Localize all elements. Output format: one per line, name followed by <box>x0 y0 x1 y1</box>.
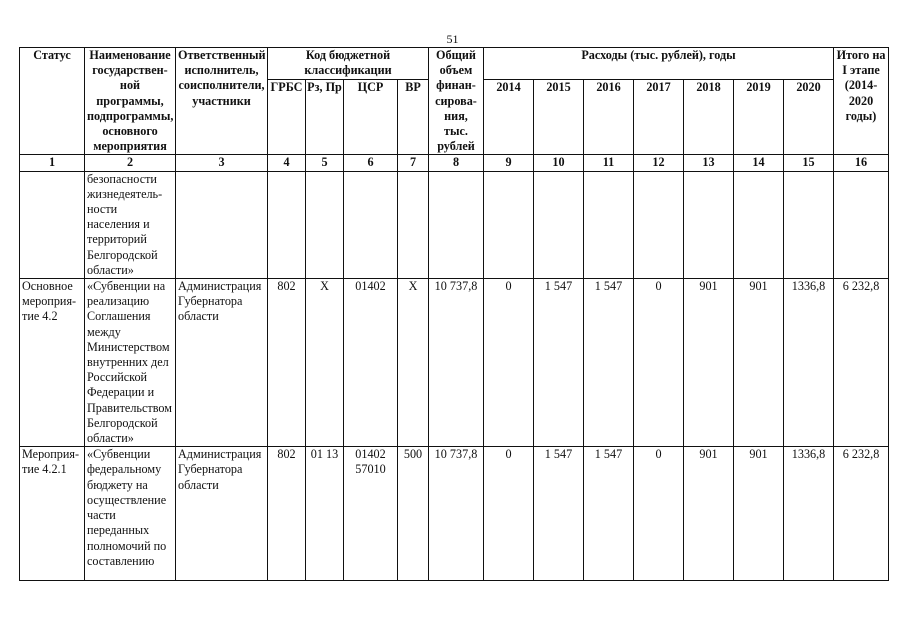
column-number: 4 <box>268 155 306 171</box>
cell-vr: 500 <box>398 447 429 581</box>
header-budget-code: Код бюджетной классификации <box>268 48 429 80</box>
column-number: 7 <box>398 155 429 171</box>
cell-name: безопасности жизнедеятель-ности населения и территорий Белгородской области» <box>85 171 176 278</box>
cell-2016: 1 547 <box>584 447 634 581</box>
cell-name: «Субвенции на реализацию Соглашения между Министерством внутренних дел Российской Федерации и Правительством Белгородской области» <box>85 279 176 447</box>
cell-total: 10 737,8 <box>429 279 484 447</box>
header-csr: ЦСР <box>344 79 398 155</box>
column-number: 12 <box>634 155 684 171</box>
table-row <box>20 279 889 447</box>
cell-name: «Субвенции федеральному бюджету на осуществление части переданных полномочий по составлению <box>85 447 176 581</box>
table-row <box>20 171 889 278</box>
cell-rz-pr: Х <box>306 279 344 447</box>
cell-status: Мероприя-тие 4.2.1 <box>20 447 85 581</box>
cell-csr: 01402 57010 <box>344 447 398 581</box>
header-year: 2017 <box>634 79 684 155</box>
cell-2015: 1 547 <box>534 447 584 581</box>
column-number: 13 <box>684 155 734 171</box>
column-number: 5 <box>306 155 344 171</box>
cell-status: Основное мероприя-тие 4.2 <box>20 279 85 447</box>
column-number: 9 <box>484 155 534 171</box>
cell-stage-total: 6 232,8 <box>834 447 889 581</box>
cell-2020: 1336,8 <box>784 447 834 581</box>
column-number: 11 <box>584 155 634 171</box>
cell-responsible: Администрация Губернатора области <box>176 279 268 447</box>
column-number: 2 <box>85 155 176 171</box>
cell-2015 <box>534 171 584 278</box>
cell-rz-pr: 01 13 <box>306 447 344 581</box>
cell-grbs: 802 <box>268 447 306 581</box>
header-expenses: Расходы (тыс. рублей), годы <box>484 48 834 80</box>
header-name: Наименование государствен-ной программы, подпрограммы, основного мероприятия <box>85 48 176 155</box>
cell-status <box>20 171 85 278</box>
cell-responsible <box>176 171 268 278</box>
cell-2019: 901 <box>734 279 784 447</box>
cell-2017: 0 <box>634 447 684 581</box>
header-year: 2014 <box>484 79 534 155</box>
header-responsible: Ответственный исполнитель, соисполнители, участники <box>176 48 268 155</box>
cell-2018: 901 <box>684 447 734 581</box>
column-number: 14 <box>734 155 784 171</box>
cell-rz-pr <box>306 171 344 278</box>
cell-2018 <box>684 171 734 278</box>
cell-2016: 1 547 <box>584 279 634 447</box>
header-status: Статус <box>20 48 85 155</box>
cell-2017 <box>634 171 684 278</box>
header-total-funding: Общий объем финан-сирова-ния, тыс. рублей <box>429 48 484 155</box>
cell-2020 <box>784 171 834 278</box>
page-number: 51 <box>446 32 459 46</box>
cell-2014: 0 <box>484 279 534 447</box>
header-year: 2015 <box>534 79 584 155</box>
cell-total: 10 737,8 <box>429 447 484 581</box>
cell-responsible: Администрация Губернатора области <box>176 447 268 581</box>
cell-2019 <box>734 171 784 278</box>
cell-2017: 0 <box>634 279 684 447</box>
header-year: 2020 <box>784 79 834 155</box>
cell-stage-total <box>834 171 889 278</box>
cell-2018: 901 <box>684 279 734 447</box>
header-stage-total: Итого на I этапе (2014-2020 годы) <box>834 48 889 155</box>
column-number: 3 <box>176 155 268 171</box>
header-vr: ВР <box>398 79 429 155</box>
cell-2016 <box>584 171 634 278</box>
column-number: 1 <box>20 155 85 171</box>
column-number-row <box>20 155 889 171</box>
header-grbs: ГРБС <box>268 79 306 155</box>
header-rz-pr: Рз, Пр <box>306 79 344 155</box>
header-year: 2018 <box>684 79 734 155</box>
column-number: 16 <box>834 155 889 171</box>
cell-2015: 1 547 <box>534 279 584 447</box>
cell-2014: 0 <box>484 447 534 581</box>
column-number: 6 <box>344 155 398 171</box>
cell-2014 <box>484 171 534 278</box>
cell-total <box>429 171 484 278</box>
cell-csr <box>344 171 398 278</box>
budget-table <box>19 47 889 581</box>
table-row <box>20 447 889 581</box>
cell-vr <box>398 171 429 278</box>
column-number: 10 <box>534 155 584 171</box>
column-number: 8 <box>429 155 484 171</box>
cell-vr: Х <box>398 279 429 447</box>
cell-2019: 901 <box>734 447 784 581</box>
cell-csr: 01402 <box>344 279 398 447</box>
header-year: 2016 <box>584 79 634 155</box>
cell-grbs: 802 <box>268 279 306 447</box>
column-number: 15 <box>784 155 834 171</box>
header-year: 2019 <box>734 79 784 155</box>
cell-grbs <box>268 171 306 278</box>
cell-stage-total: 6 232,8 <box>834 279 889 447</box>
cell-2020: 1336,8 <box>784 279 834 447</box>
